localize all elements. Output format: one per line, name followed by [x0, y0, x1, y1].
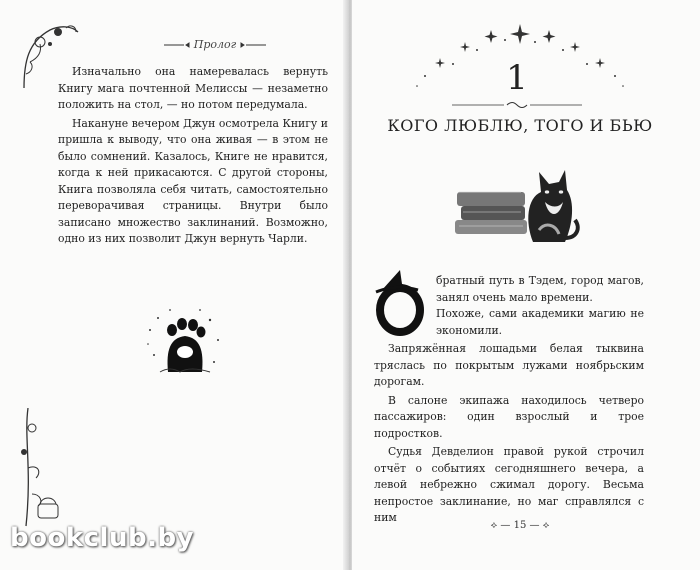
running-head — [140, 38, 290, 51]
paw-print-illustration — [140, 300, 230, 380]
paragraph: Запряжённая лошадьми белая тыквина тряслась по покрытым лужами ноябрьским дорогам. — [374, 342, 644, 388]
left-body-text — [58, 64, 328, 250]
folio-ornament-right-icon: — ⟡ — [529, 520, 550, 531]
folio-ornament-left-icon: ⟡ — — [490, 520, 511, 531]
paragraph: Изначально она намеревалась вернуть Книгу мага почтенной Мелиссы — незаметно положить на стол, — но потом передумала. — [58, 65, 328, 111]
ornament-right-icon — [240, 42, 266, 48]
opening-paragraph — [374, 273, 644, 339]
chapter-title: КОГО ЛЮБЛЮ, ТОГО И БЬЮ — [387, 116, 653, 135]
paragraph-line: Похоже, сами академики магию не экономили. — [436, 307, 644, 337]
paragraph: Судья Девделион правой рукой строчил отчёт о событиях сегодняшнего вечера, а левой небрежно сжимал дорогу. Весьма непростое заклинание, но маг справлялся с ним — [374, 445, 644, 524]
cat-on-books-illustration — [455, 162, 585, 244]
right-body-text — [374, 273, 644, 529]
page-number — [485, 520, 555, 531]
floral-border-ornament — [18, 408, 64, 528]
site-watermark: bookclub.by — [10, 523, 195, 553]
chapter-divider-ornament — [452, 100, 582, 110]
paragraph-line: братный путь в Тэдем, город магов, занял очень мало времени. — [436, 274, 644, 304]
paragraph: Накануне вечером Джун осмотрела Книгу и пришла к выводу, что она живая — в этом не было сомнений. Казалось, Книге не нравится, когда к ней прикасаются. С другой стороны, Книга позволяла себя читать, самостоятельно переворачивая страницы. Внутри было записано множество заклинаний. Возможно, одно из них позволит Джун вернуть Чарли. — [58, 116, 328, 245]
chapter-number: 1 — [506, 58, 528, 98]
paragraph: В салоне экипажа находилось четверо пассажиров: один взрослый и трое подростков. — [374, 393, 644, 440]
ornament-left-icon — [164, 42, 190, 48]
running-head-text: Пролог — [193, 38, 237, 51]
page-number-text: 15 — [513, 520, 527, 531]
